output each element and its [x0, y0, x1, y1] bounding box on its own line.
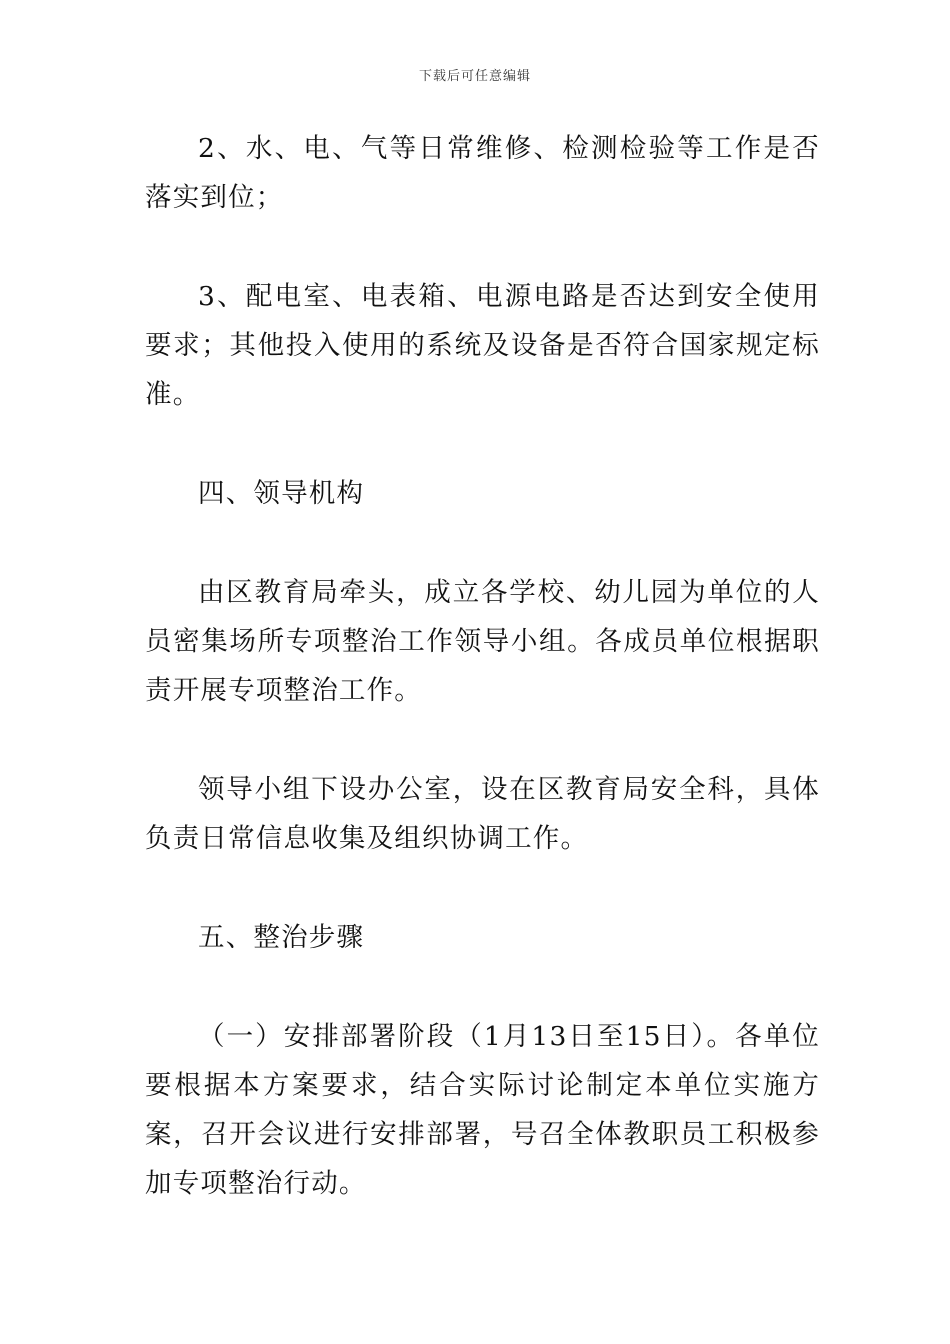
- paragraph-step-1: （一）安排部署阶段（1月13日至15日）。各单位要根据本方案要求，结合实际讨论制定本单位实施方案，召开会议进行安排部署，号召全体教职员工积极参加专项整治行动。: [145, 1021, 820, 1199]
- page-header-note: 下载后可任意编辑: [418, 69, 531, 84]
- paragraph-office: 领导小组下设办公室，设在区教育局安全科，具体负责日常信息收集及组织协调工作。: [145, 774, 820, 854]
- section-heading-steps: 五、整治步骤: [198, 922, 365, 953]
- paragraph-item-2-utilities: 2、水、电、气等日常维修、检测检验等工作是否落实到位；: [145, 133, 820, 213]
- paragraph-item-3-electrical: 3、配电室、电表箱、电源电路是否达到安全使用要求；其他投入使用的系统及设备是否符合国家规定标准。: [145, 281, 820, 410]
- section-heading-leadership: 四、领导机构: [198, 478, 365, 509]
- paragraph-leadership-group: 由区教育局牵头，成立各学校、幼儿园为单位的人员密集场所专项整治工作领导小组。各成员单位根据职责开展专项整治工作。: [145, 577, 820, 706]
- document-body: [145, 124, 820, 1208]
